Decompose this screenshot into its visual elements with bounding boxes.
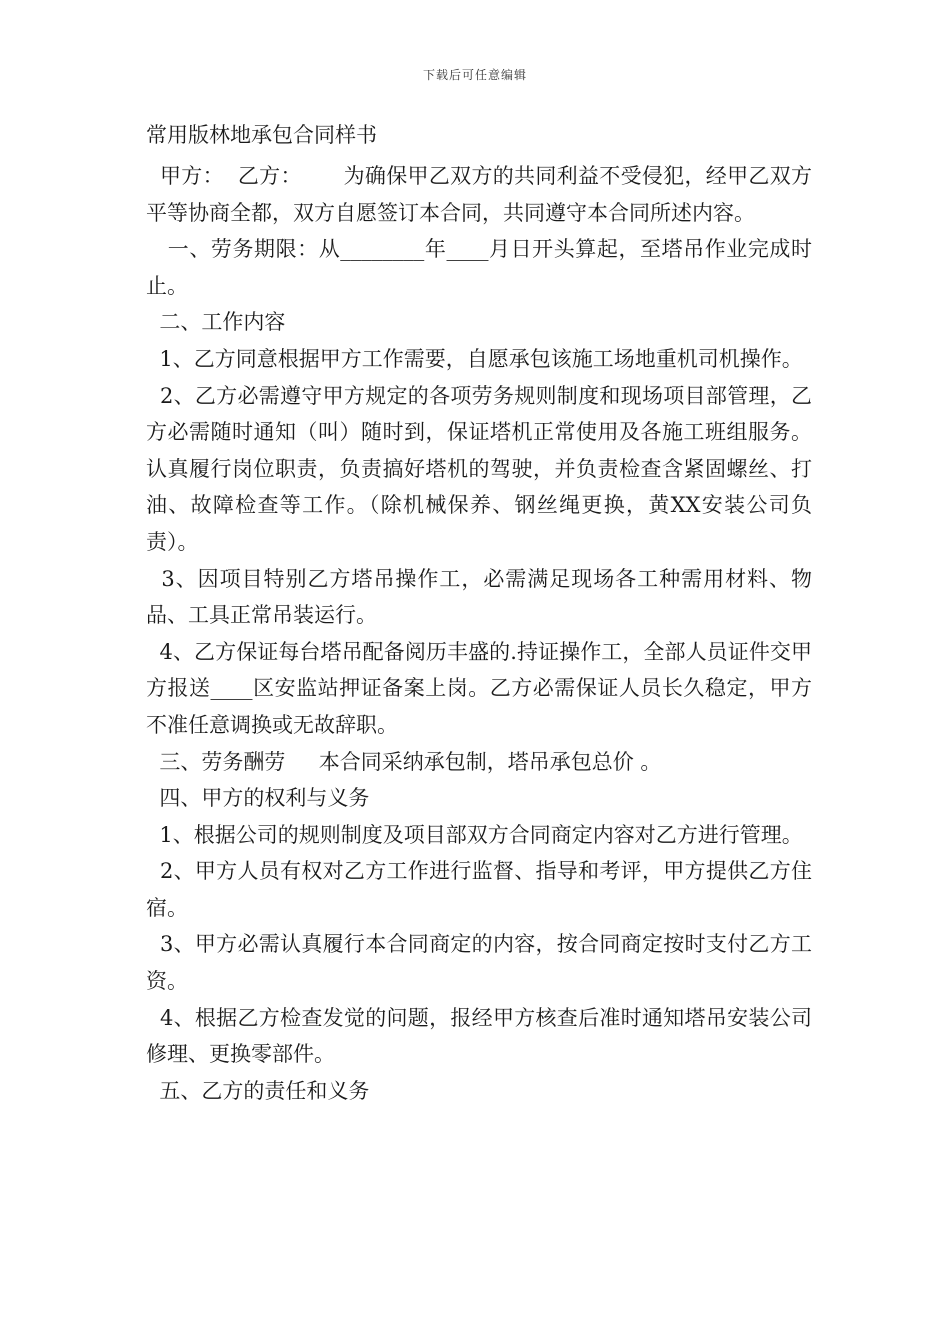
paragraph-section-5-heading: 五、乙方的责任和义务 — [146, 1078, 370, 1103]
document-title: 常用版林地承包合同样书 — [146, 123, 377, 147]
paragraph-section-2-item-2: 2、乙方必需遵守甲方规定的各项劳务规则制度和现场项目部管理，乙方必需随时通知（叫）随时到，保证塔机正常使用及各施工班组服务。认真履行岗位职责，负责搞好塔机的驾驶，并负责检查含紧固螺丝、打油、故障检查等工作。（除机械保养、钢丝绳更换，黄XX安装公司负责）。 — [146, 383, 812, 554]
paragraph-section-4-heading: 四、甲方的权利与义务 — [146, 786, 370, 811]
paragraph-section-1-term: 一、劳务期限：从________年____月日开头算起，至塔吊作业完成时止。 — [146, 237, 813, 298]
paragraph-section-2-item-3: 3、因项目特别乙方塔吊操作工，必需满足现场各工种需用材料、物品、工具正常吊装运行。 — [146, 566, 812, 628]
paragraph-section-4-item-4: 4、根据乙方检查发觉的问题，报经甲方核查后准时通知塔吊安装公司修理、更换零部件。 — [146, 1005, 812, 1067]
header-note: 下载后可任意编辑 — [422, 68, 527, 82]
paragraph-section-3-pay: 三、劳务酬劳 本合同采纳承包制，塔吊承包总价 。 — [146, 749, 662, 774]
paragraph-section-4-item-2: 2、甲方人员有权对乙方工作进行监督、指导和考评，甲方提供乙方住宿。 — [146, 859, 812, 920]
paragraph-section-2-item-1: 1、乙方同意根据甲方工作需要，自愿承包该施工场地重机司机操作。 — [146, 346, 803, 371]
paragraph-intro: 甲方： 乙方： 为确保甲乙双方的共同利益不受侵犯，经甲乙双方平等协商全都，双方自愿签订本合同，共同遵守本合同所述内容。 — [146, 164, 812, 225]
paragraph-section-4-item-1: 1、根据公司的规则制度及项目部双方合同商定内容对乙方进行管理。 — [146, 822, 803, 847]
paragraph-section-2-item-4: 4、乙方保证每台塔吊配备阅历丰盛的.持证操作工，全部人员证件交甲方报送____区安监站押证备案上岗。乙方必需保证人员长久稳定，甲方不准任意调换或无故辞职。 — [146, 639, 812, 737]
document-body — [146, 158, 812, 1109]
paragraph-section-2-heading: 二、工作内容 — [146, 310, 286, 335]
paragraph-section-4-item-3: 3、甲方必需认真履行本合同商定的内容，按合同商定按时支付乙方工资。 — [146, 932, 812, 994]
